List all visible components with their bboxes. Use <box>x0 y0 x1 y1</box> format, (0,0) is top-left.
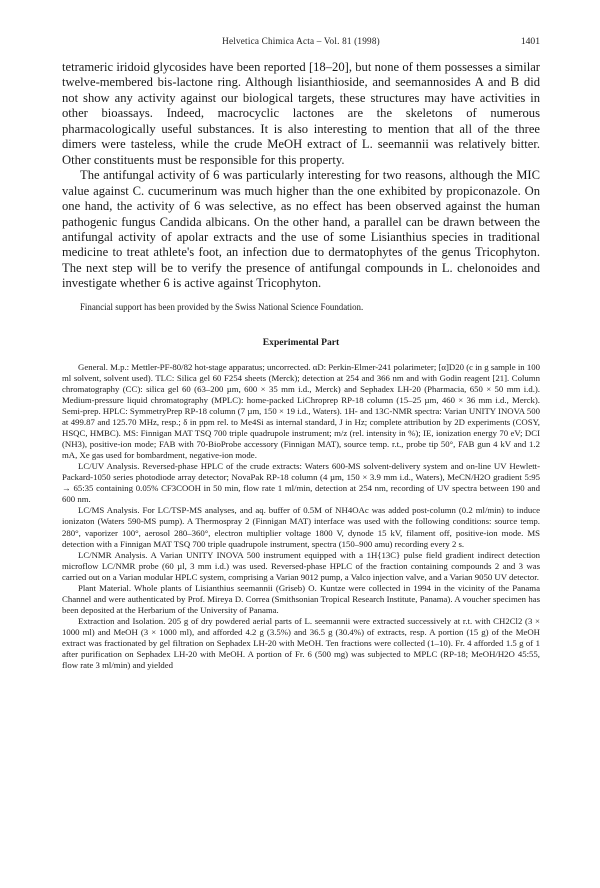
discussion-paragraph-2: The antifungal activity of 6 was particularly interesting for two reasons, although the MIC value against C. cucumerinum was much higher than the one exhibited by propiconazole. On one hand, the activity of 6 was selective, as no effect has been observed against the human pathogenic fungus Candida albicans. On the other hand, a parallel can be drawn between the antifungal activity of apolar extracts and the use of some Lisianthius species in traditional medicine to treat athlete's foot, an infection due to dermatophytes of the genus Tricophyton. The next step will be to verify the presence of antifungal compounds in L. chelonoides and investigate whether 6 is active against Tricophyton. <box>62 168 540 291</box>
exp-plant-material: Plant Material. Whole plants of Lisianthius seemannii (Griseb) O. Kuntze were collected in 1994 in the vicinity of the Panama Channel and were authenticated by Prof. Mireya D. Correa (Smithsonian Tropical Research Institute, Panama). A voucher specimen has been deposited at the Herbarium of the University of Panama. <box>62 582 540 615</box>
page-number: 1401 <box>520 36 540 47</box>
journal-citation: Helvetica Chimica Acta – Vol. 81 (1998) <box>222 36 380 46</box>
exp-lc-uv: LC/UV Analysis. Reversed-phase HPLC of the crude extracts: Waters 600-MS solvent-delivery system and on-line UV Hewlett-Packard-1050 series photodiode array detector; NovaPak RP-18 column (4 µm, 150 × 3.9 mm i.d., Waters), MeCN/H2O gradient 5:95 → 65:35 containing 0.05% CF3COOH in 50 min, flow rate 1 ml/min, detection at 254 nm, recording of UV spectra between 190 and 600 nm. <box>62 461 540 505</box>
exp-general: General. M.p.: Mettler-PF-80/82 hot-stage apparatus; uncorrected. αD: Perkin-Elmer-241 polarimeter; [α]D20 (c in g sample in 100 ml solvent, solvent used). TLC: Silica gel 60 F254 sheets (Merck); detection at 254 and 366 nm and with Godin reagent [21]. Column chromatography (CC): silica gel 60 (63–200 µm, 600 × 35 mm i.d., Merck) and Sephadex LH-20 (Pharmacia, 650 × 50 mm i.d.). Medium-pressure liquid chromatography (MPLC): home-packed LiChroprep RP-18 column (15–25 µm, 460 × 36 mm i.d., Merck). Semi-prep. HPLC: SymmetryPrep RP-18 column (7 µm, 150 × 19 i.d., Waters). 1H- and 13C-NMR spectra: Varian UNITY INOVA 500 at 499.87 and 125.70 MHz, resp.; δ in ppm rel. to Me4Si as internal standard, J in Hz; complete attribution by 2D experiments (COSY, HSQC, HMBC). MS: Finnigan MAT TSQ 700 triple quadrupole instrument; m/z (rel. intensity in %); IE, ionization energy 70 eV; DCI (NH3), positive-ion mode; FAB with 70-BioProbe accessory (Finnigan MAT), source temp. r.t., probe tip 50°, FAB gun 4 kV and 1.2 mA, Xe gas used for bombardment, negative-ion mode. <box>62 361 540 461</box>
page-body <box>62 60 540 671</box>
exp-lc-ms: LC/MS Analysis. For LC/TSP-MS analyses, and aq. buffer of 0.5M of NH4OAc was added post-column (0.2 ml/min) to induce ionizaton (Waters 590-MS pump). A Thermospray 2 (Finnigan MAT) interface was used with the following conditions: source temp. 280°, vaporizer 100°, aerosol 280–360°, electron multiplier voltage 1800 V, dynode 15 kV, filament off, positive-ion mode. MS detection with a Finnigan MAT TSQ 700 triple quadrupole instrument, spectra (150–900 amu) recording every 2 s. <box>62 505 540 549</box>
exp-extraction-isolation: Extraction and Isolation. 205 g of dry powdered aerial parts of L. seemannii were extracted successively at r.t. with CH2Cl2 (3 × 1000 ml) and MeOH (3 × 1000 ml), and afforded 4.2 g (3.5%) and 36.5 g (30.4%) of extracts, resp. A portion (15 g) of the MeOH extract was fractionated by gel filtration on Sephadex LH-20 with MeOH. Ten fractions were collected (1–10). Fr. 4 afforded 1.5 g of 1 after purification on Sephadex LH-20 with MeOH. A portion of Fr. 6 (500 mg) was subjected to MPLC (RP-18; MeOH/H2O 45:55, flow rate 3 ml/min) and yielded <box>62 615 540 671</box>
discussion-paragraph-1: tetrameric iridoid glycosides have been reported [18–20], but none of them possesses a similar twelve-membered bis-lactone ring. Although lisianthioside, and seemannosides A and B did not show any activity against our biological targets, these structures may have activities in other bioassays. Indeed, macrocyclic lactones are the skeletons of numerous pharmacologically useful substances. It is also interesting to mention that all of the three dimers were tasteless, while the crude MeOH extract of L. seemannii was relatively bitter. Other constituents must be responsible for this property. <box>62 60 540 167</box>
exp-lc-nmr: LC/NMR Analysis. A Varian UNITY INOVA 500 instrument equipped with a 1H{13C} pulse field gradient indirect detection microflow LC/NMR probe (60 µl, 3 mm i.d.) was used. Reversed-phase HPLC of the fraction containing compounds 2 and 3 was carried out on a Varian modular HPLC system, comprising a Varian 9012 pump, a Valco injection valve, and a Varian 9050 UV detector. <box>62 549 540 582</box>
section-title: Experimental Part <box>262 336 340 348</box>
running-header <box>62 36 540 50</box>
acknowledgement: Financial support has been provided by the Swiss National Science Foundation. <box>80 301 364 312</box>
